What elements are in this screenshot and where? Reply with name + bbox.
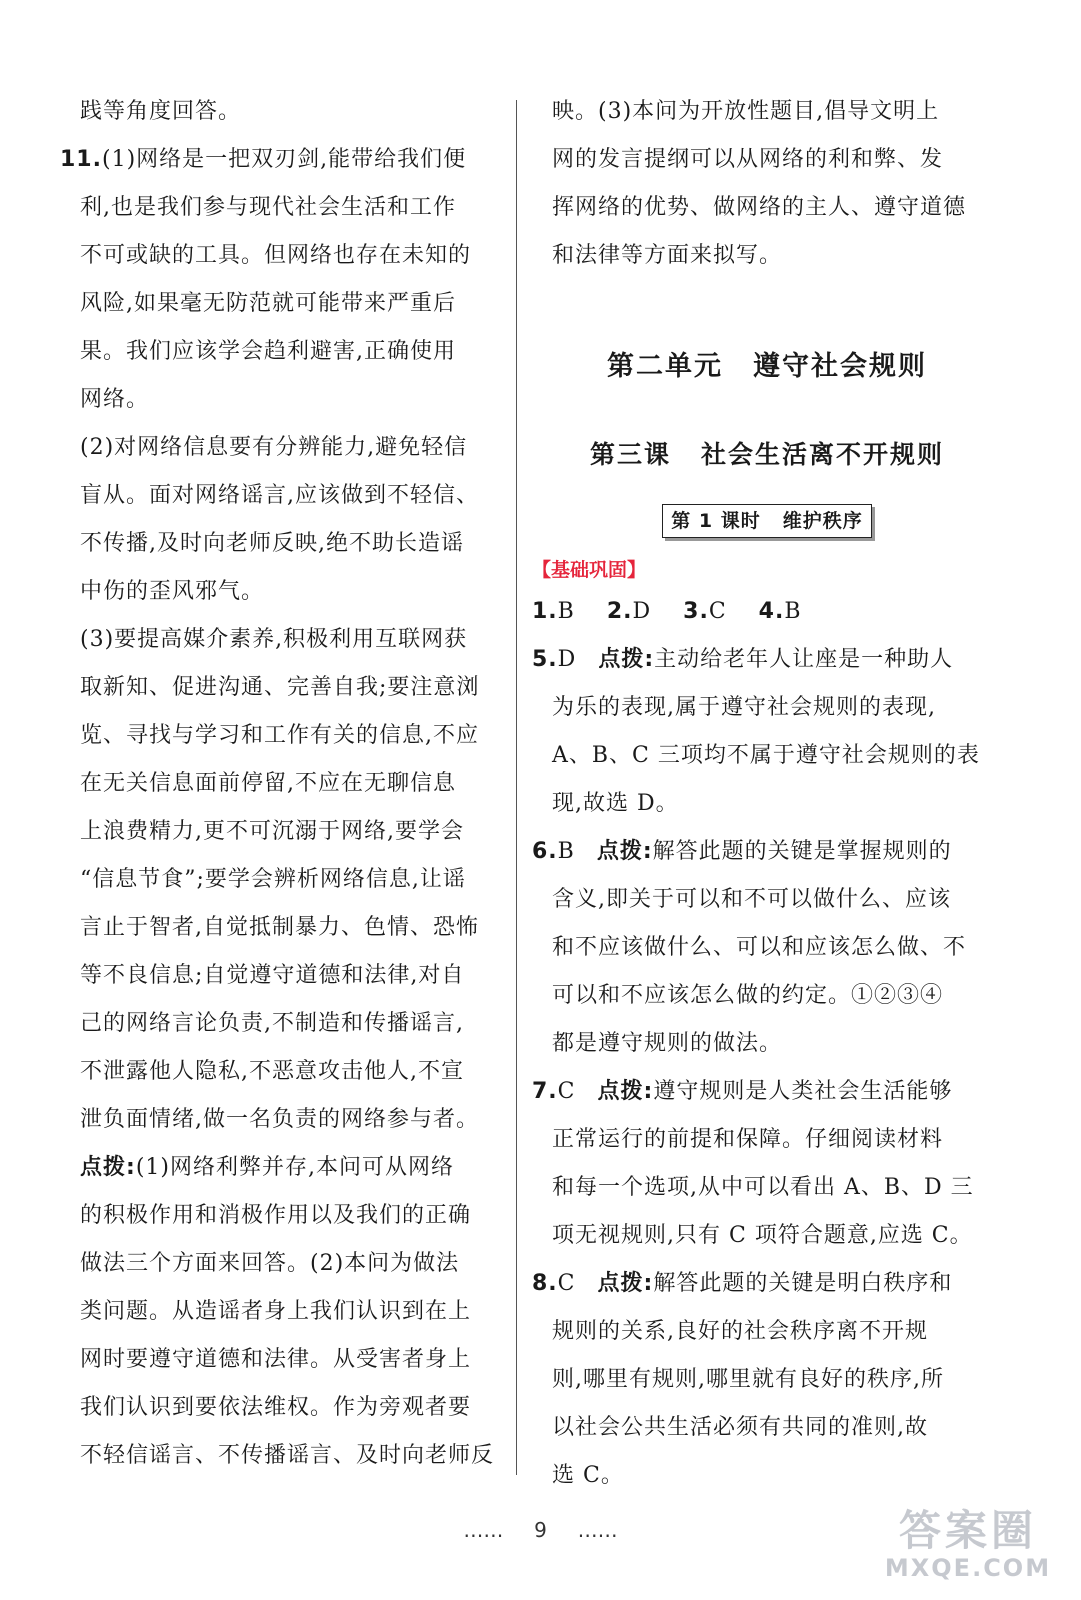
answer-letter: C [557, 1271, 576, 1296]
text-line: 可以和不应该怎么做的约定。①②③④ [552, 983, 944, 1008]
text-line: 不传播,及时向老师反映,绝不助长造谣 [80, 531, 464, 556]
answer-letter: B [557, 599, 575, 624]
text-line: 取新知、促进沟通、完善自我;要注意浏 [80, 675, 480, 700]
question-number: 7. [532, 1079, 558, 1104]
text-line: 挥网络的优势、做网络的主人、遵守道德 [552, 195, 967, 220]
text-line: 网的发言提纲可以从网络的利和弊、发 [552, 147, 944, 172]
unit-number: 第二单元 [607, 351, 723, 382]
left-column [60, 88, 495, 1480]
text-line: 主动给老年人让座是一种助人 [654, 647, 954, 672]
text-line: 不轻信谣言、不传播谣言、及时向老师反 [80, 1443, 495, 1468]
tip-line [80, 1144, 490, 1192]
text-line: 网时要遵守道德和法律。从受害者身上 [80, 1347, 472, 1372]
column-divider [516, 100, 517, 1475]
question-5-line [532, 636, 982, 684]
text-line: (3)要提高媒介素养,积极利用互联网获 [80, 627, 468, 652]
unit-title [552, 342, 982, 392]
question-number: 6. [532, 839, 558, 864]
text-line: 以社会公共生活必须有共同的准则,故 [552, 1415, 928, 1440]
question-7-line [532, 1068, 982, 1116]
text-line: A、B、C 三项均不属于遵守社会规则的表 [552, 743, 980, 768]
answer-letter: C [557, 1079, 576, 1104]
question-number: 2. [606, 599, 633, 624]
text-line: 解答此题的关键是掌握规则的 [652, 839, 952, 864]
text-line: 网络。 [80, 387, 150, 412]
text-line: 风险,如果毫无防范就可能带来严重后 [80, 291, 456, 316]
text-line: 则,哪里有规则,哪里就有良好的秩序,所 [552, 1367, 944, 1392]
text-line: 等不良信息;自觉遵守道德和法律,对自 [80, 963, 465, 988]
question-11-line [60, 136, 490, 184]
answer-item [607, 599, 651, 624]
text-line: 和法律等方面来拟写。 [552, 243, 783, 268]
text-line: 都是遵守规则的做法。 [552, 1031, 783, 1056]
text-line: 现,故选 D。 [552, 791, 679, 816]
text-line: 的积极作用和消极作用以及我们的正确 [80, 1203, 472, 1228]
answer-item [683, 599, 727, 624]
question-number: 5. [532, 647, 558, 672]
watermark-logo [873, 1508, 1063, 1588]
tip-label: 点拨: [598, 647, 655, 672]
text-line: 解答此题的关键是明白秩序和 [653, 1271, 953, 1296]
question-8-line [532, 1260, 982, 1308]
text-line: 盲从。面对网络谣言,应该做到不轻信、 [80, 483, 479, 508]
text-line: 含义,即关于可以和不可以做什么、应该 [552, 887, 951, 912]
answer-item [532, 599, 575, 624]
lesson-number: 第三课 [589, 440, 671, 469]
text-line: 为乐的表现,属于遵守社会规则的表现, [552, 695, 936, 720]
watermark-title: 答案圈 [898, 1506, 1037, 1555]
question-number: 8. [532, 1271, 558, 1296]
text-line: 规则的关系,良好的社会秩序离不开规 [552, 1319, 928, 1344]
text-line: 和不应该做什么、可以和应该怎么做、不 [552, 935, 967, 960]
period-box [662, 504, 871, 538]
tip-label: 点拨: [596, 839, 653, 864]
footer-dots-left: …… [463, 1518, 504, 1542]
text-line: 和每一个选项,从中可以看出 A、B、D 三 [552, 1175, 974, 1200]
question-number: 3. [683, 599, 709, 624]
text-line: 泄负面情绪,做一名负责的网络参与者。 [80, 1107, 479, 1132]
question-6-line [532, 828, 982, 876]
text-line: 我们认识到要依法维权。作为旁观者要 [80, 1395, 472, 1420]
answer-row [532, 588, 982, 636]
unit-name: 遵守社会规则 [753, 351, 927, 382]
right-column [532, 88, 982, 1500]
text-line: “信息节食”;要学会辨析网络信息,让谣 [80, 867, 466, 892]
answer-letter: C [708, 599, 727, 624]
tip-label: 点拨: [597, 1079, 654, 1104]
text-line: 利,也是我们参与现代社会生活和工作 [80, 195, 456, 220]
text-line: 上浪费精力,更不可沉溺于网络,要学会 [80, 819, 464, 844]
text-line: 选 C。 [552, 1463, 624, 1488]
text-line: 览、寻找与学习和工作有关的信息,不应 [80, 723, 479, 748]
text-line: 中伤的歪风邪气。 [80, 579, 265, 604]
text-line: 言止于智者,自觉抵制暴力、色情、恐怖 [80, 915, 479, 940]
tip-label: 点拨: [597, 1271, 654, 1296]
text-line: 践等角度回答。 [80, 99, 242, 124]
text-line: (1)网络是一把双刃剑,能带给我们便 [101, 147, 467, 172]
text-line: (1)网络利弊并存,本问可从网络 [135, 1155, 454, 1180]
text-line: 映。(3)本问为开放性题目,倡导文明上 [552, 99, 940, 124]
question-number: 4. [758, 599, 785, 624]
text-line: 不泄露他人隐私,不恶意攻击他人,不宣 [80, 1059, 464, 1084]
period-name: 维护秩序 [782, 510, 863, 532]
page-number: 9 [534, 1518, 547, 1542]
lesson-title [552, 432, 982, 478]
text-line: (2)对网络信息要有分辨能力,避免轻信 [80, 435, 468, 460]
tip-label: 点拨: [80, 1155, 136, 1180]
text-line: 项无视规则,只有 C 项符合题意,应选 C。 [552, 1223, 973, 1248]
footer-dots-right: …… [577, 1518, 618, 1542]
text-line: 果。我们应该学会趋利避害,正确使用 [80, 339, 456, 364]
question-number: 1. [532, 599, 558, 624]
lesson-name: 社会生活离不开规则 [701, 440, 945, 469]
text-line: 正常运行的前提和保障。仔细阅读材料 [552, 1127, 944, 1152]
answer-item [759, 599, 802, 624]
section-tag: 【基础巩固】 [532, 559, 647, 581]
text-line: 不可或缺的工具。但网络也存在未知的 [80, 243, 472, 268]
text-line: 做法三个方面来回答。(2)本问为做法 [80, 1251, 460, 1276]
period-number: 第 1 课时 [671, 510, 761, 532]
text-line: 己的网络言论负责,不制造和传播谣言, [80, 1011, 464, 1036]
answer-letter: D [632, 599, 652, 624]
text-line: 遵守规则是人类社会生活能够 [653, 1079, 953, 1104]
period-title [552, 504, 982, 544]
answer-letter: B [557, 839, 575, 864]
question-number: 11. [60, 147, 102, 172]
watermark-url: MXQE.COM [884, 1554, 1052, 1582]
answer-letter: B [784, 599, 802, 624]
text-line: 在无关信息面前停留,不应在无聊信息 [80, 771, 456, 796]
answer-letter: D [557, 647, 577, 672]
text-line: 类问题。从造谣者身上我们认识到在上 [80, 1299, 472, 1324]
